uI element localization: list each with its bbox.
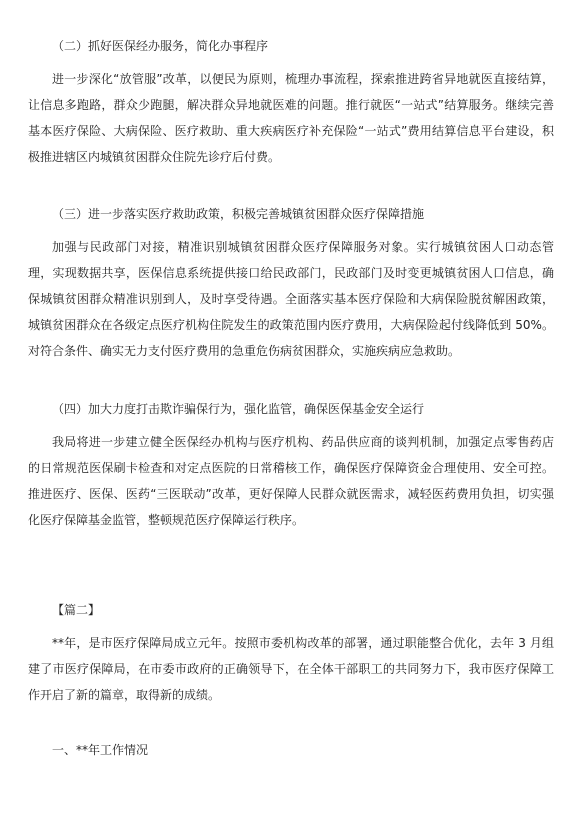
section-heading-2: （二）抓好医保经办服务，简化办事程序 [52, 39, 269, 53]
section-one-title: 一、**年工作情况 [52, 743, 149, 757]
part-title: 【篇二】 [52, 603, 101, 617]
section-paragraph-3: 加强与民政部门对接，精准识别城镇贫困群众医疗保障服务对象。实行城镇贫困人口动态管理，实现数据共享，医保信息系统提供接口给民政部门，民政部门及时变更城镇贫困人口信息，确保城镇贫困群众精准识别到人，及时享受待遇。全面落实基本医疗保险和大病保险脱贫解困政策，城镇贫困群众在各级定点医疗机构住院发生的政策范围内医疗费用，大病保险起付线降低到 50%。对符合条件、确实无力支付医疗费用的急重危伤病贫困群众，实施疾病应急救助。 [28, 240, 554, 358]
section-heading-4: （四）加大力度打击欺诈骗保行为，强化监管，确保医保基金安全运行 [52, 402, 425, 416]
intro-paragraph: **年，是市医疗保障局成立元年。按照市委机构改革的部署，通过职能整合优化，去年 3 月组建了市医疗保障局，在市委市政府的正确领导下，在全体干部职工的共同努力下，我市医疗保障工作开启了新的篇章，取得新的成绩。 [28, 636, 554, 702]
section-paragraph-2: 进一步深化“放管服”改革，以便民为原则，梳理办事流程，探索推进跨省异地就医直接结算，让信息多跑路，群众少跑腿，解决群众异地就医难的问题。推行就医“一站式”结算服务。继续完善基本医疗保险、大病保险、医疗救助、重大疾病医疗补充保险“一站式”费用结算信息平台建设，积极推进辖区内城镇贫困群众住院先诊疗后付费。 [28, 72, 554, 164]
section-heading-3: （三）进一步落实医疗救助政策，积极完善城镇贫困群众医疗保障措施 [52, 207, 425, 221]
section-paragraph-4: 我局将进一步建立健全医保经办机构与医疗机构、药品供应商的谈判机制，加强定点零售药店的日常规范医保刷卡检查和对定点医院的日常稽核工作，确保医疗保障资金合理使用、安全可控。推进医疗、医保、医药“三医联动”改革，更好保障人民群众就医需求，减轻医药费用负担，切实强化医疗保障基金监管，整顿规范医疗保障运行秩序。 [28, 435, 554, 527]
